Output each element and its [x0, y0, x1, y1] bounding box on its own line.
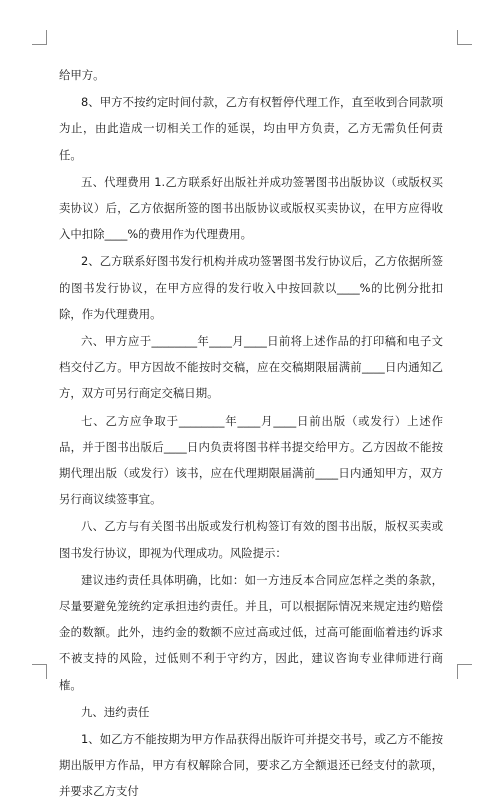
paragraph-clause-7: 七、乙方应争取于________年____月____日前出版（或发行）上述作品，并于图书出版后____日内负责将图书样书提交给甲方。乙方因故不能按期代理出版（或发行）该书，应在代理期限届满前____日内通知甲方，双方另行商议续签事宜。: [59, 413, 443, 507]
crop-mark-bottom-left: [32, 664, 47, 679]
paragraph-clause-5-1: 五、代理费用 1.乙方联系好出版社并成功签署图书出版协议（或版权买卖协议）后，乙方依据所签的图书出版协议或版权买卖协议，在甲方应得收入中扣除____%的费用作为代理费用。: [59, 174, 443, 242]
paragraph-clause-8: 八、乙方与有关图书出版或发行机构签订有效的图书出版，版权买卖或图书发行协议，即视为代理成功。风险提示：: [59, 519, 443, 560]
paragraph-clause-4-8: 8、甲方不按约定时间付款，乙方有权暂停代理工作，直至收到合同款项为止，由此造成一切相关工作的延误，均由甲方负责，乙方无需负任何责任。: [59, 95, 443, 162]
section-heading-breach: 九、违约责任: [81, 704, 150, 719]
crop-mark-top-left: [32, 30, 47, 45]
paragraph-risk-note: 建议违约责任具体明确，比如：如一方违反本合同应怎样之类的条款，尽量要避免笼统约定承担违约责任。并且，可以根据际情况来规定违约赔偿金的数额。此外，违约金的数额不应过高或过低，过高可能面临着违约诉求不被支持的风险，过低则不利于守约方，因此，建议咨询专业律师进行商榷。: [59, 572, 443, 692]
crop-mark-bottom-right: [457, 664, 472, 679]
paragraph-clause-9-1: 1、如乙方不能按期为甲方作品获得出版许可并提交书号，或乙方不能按期出版甲方作品，甲方有权解除合同，要求乙方全额退还已经支付的款项，并要求乙方支付: [59, 732, 443, 799]
crop-mark-top-right: [457, 30, 472, 45]
document-body: [59, 62, 443, 806]
paragraph-continuation: 给甲方。: [59, 68, 105, 82]
paragraph-clause-5-2: 2、乙方联系好图书发行机构并成功签署图书发行协议后，乙方依据所签的图书发行协议，在甲方应得的发行收入中按回款以____%的比例分批扣除，作为代理费用。: [59, 254, 443, 321]
paragraph-clause-6: 六、甲方应于________年____月____日前将上述作品的打印稿和电子文档交付乙方。甲方因故不能按时交稿，应在交稿期限届满前____日内通知乙方，双方可另行商定交稿日期。: [59, 334, 443, 401]
